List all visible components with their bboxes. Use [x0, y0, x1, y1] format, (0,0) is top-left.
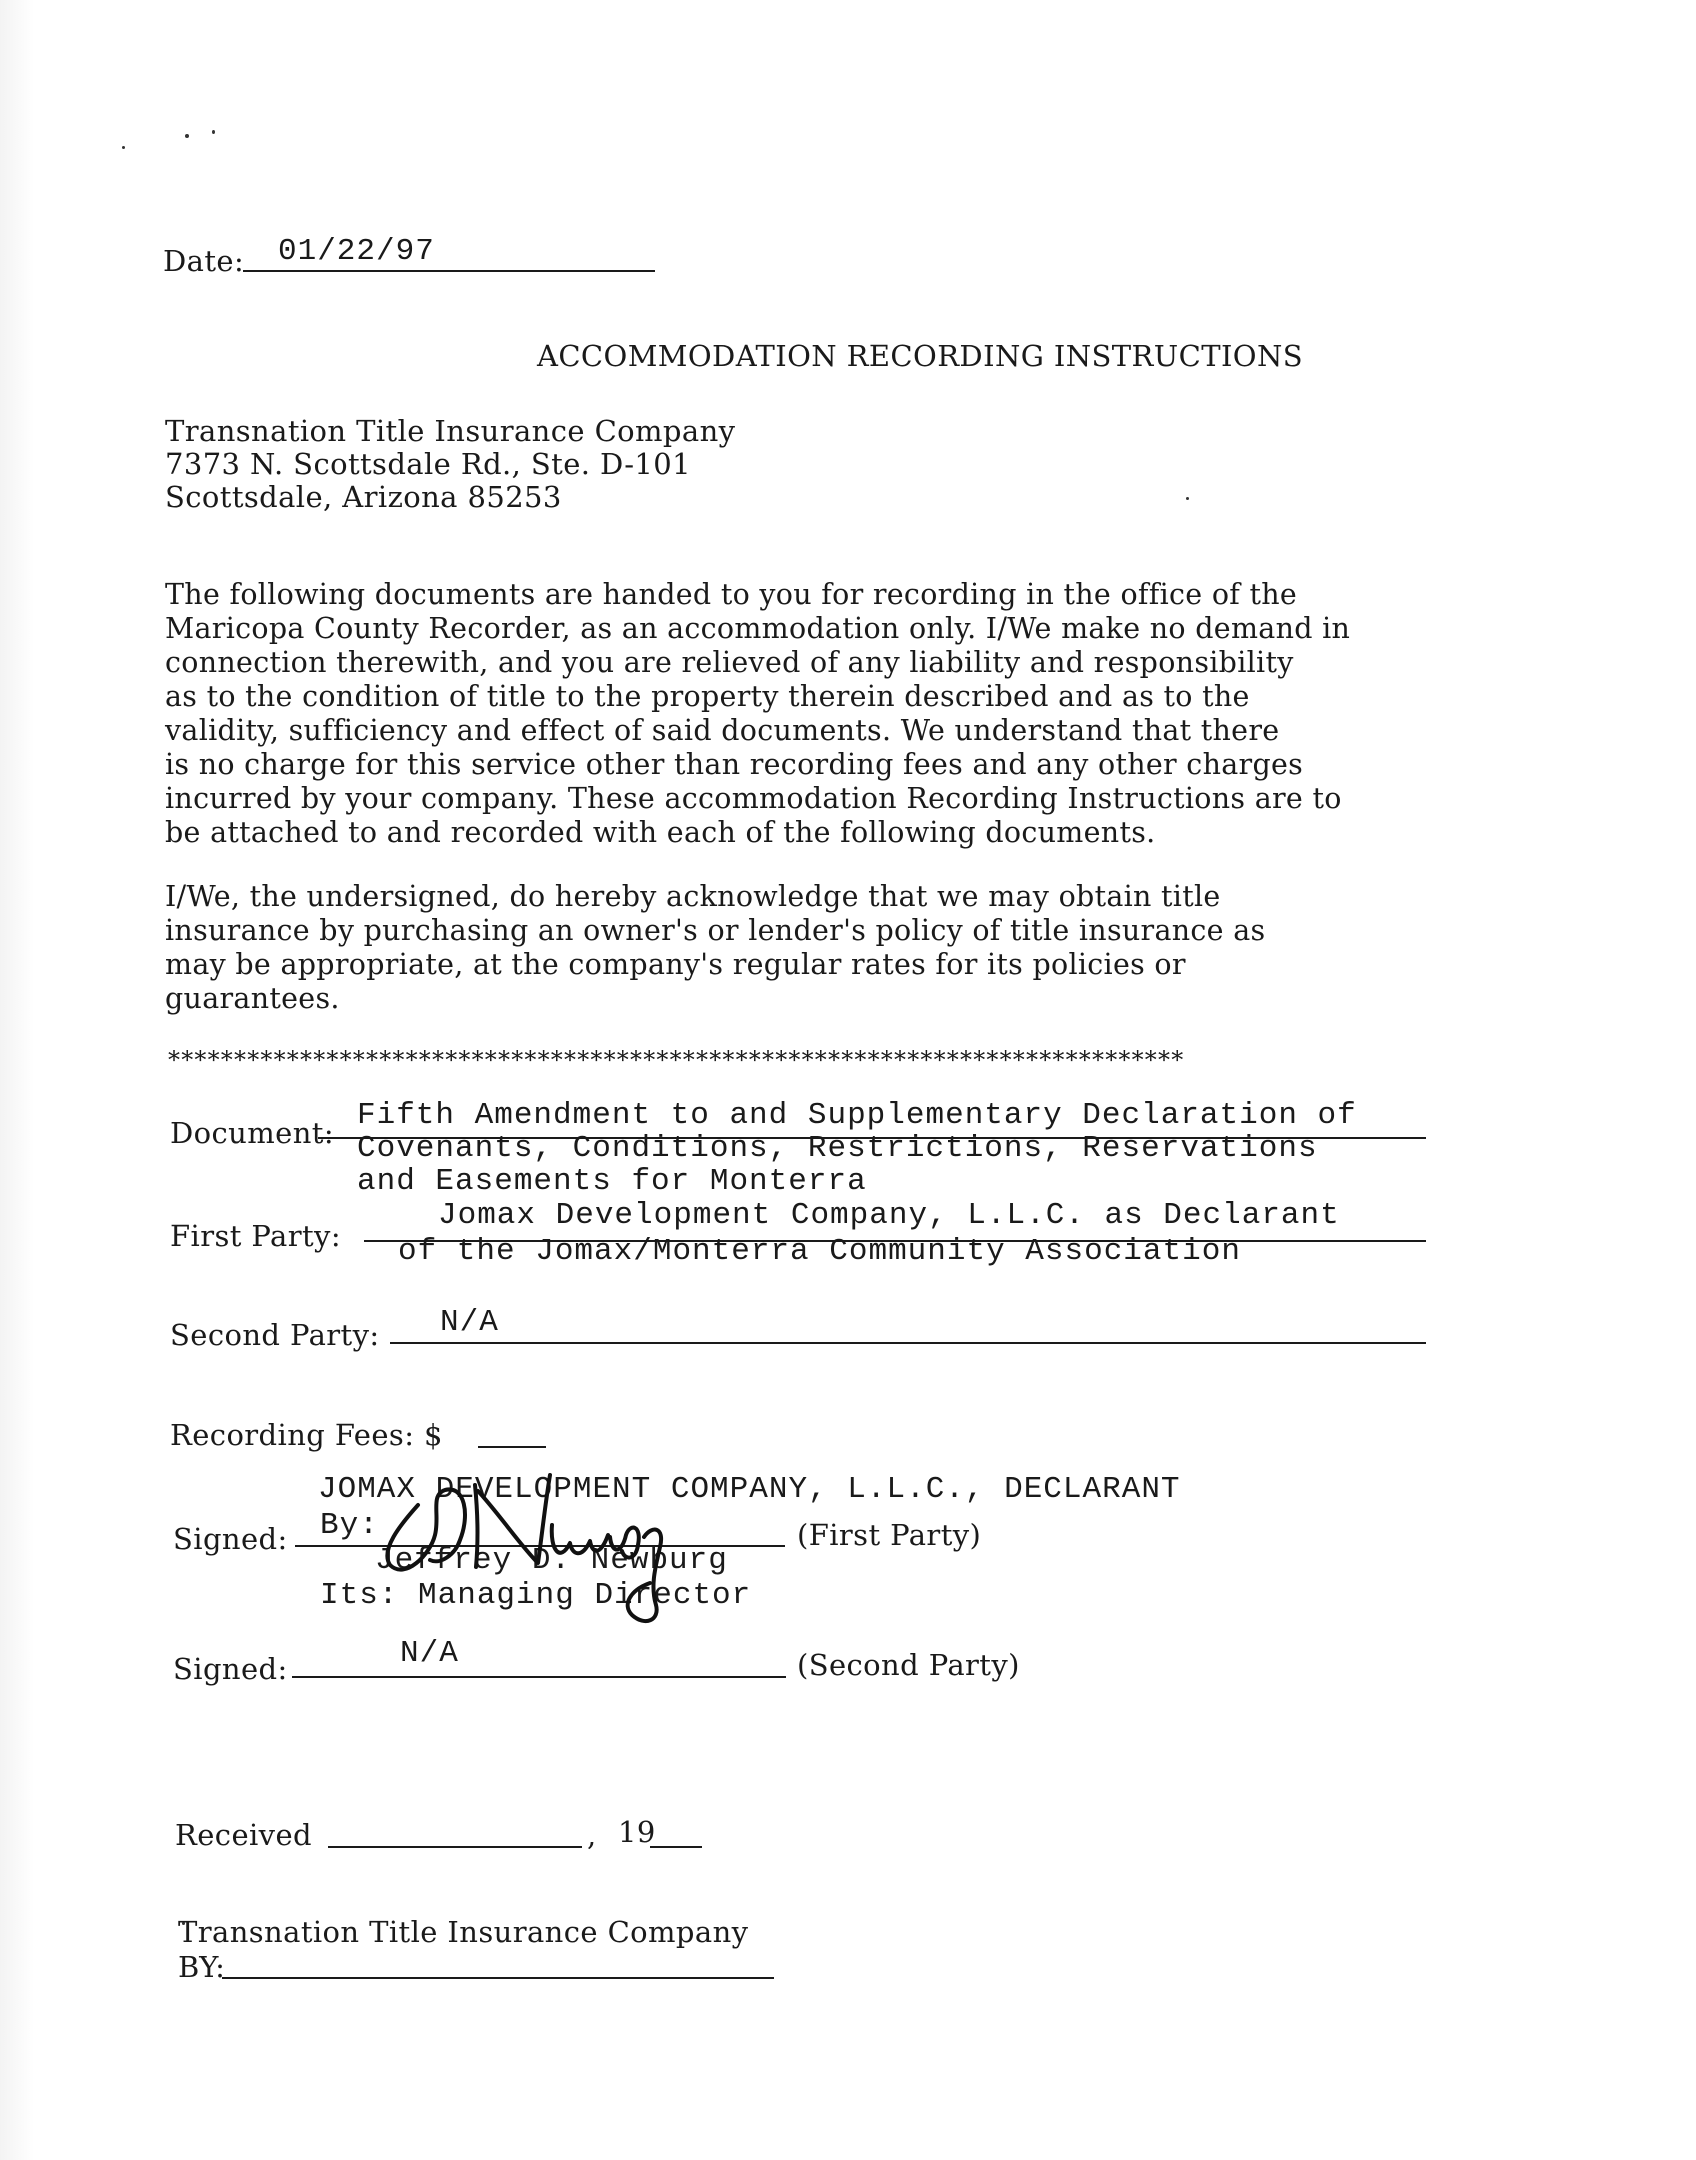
scan-speck: [122, 146, 125, 149]
signed-first-by: By:: [320, 1508, 379, 1543]
paragraph-line: is no charge for this service other than recording fees and any other charges: [165, 748, 1304, 781]
signatory-name: Jeffrey D. Newburg: [375, 1543, 728, 1578]
paragraph-line: connection therewith, and you are relieved of any liability and responsibility: [165, 646, 1294, 679]
document-line-1: Fifth Amendment to and Supplementary Declaration of: [357, 1098, 1357, 1133]
first-party-line-1: Jomax Development Company, L.L.C. as Declarant: [438, 1198, 1340, 1233]
document-label: Document:: [170, 1116, 334, 1150]
acknowledgement-paragraph: [165, 880, 1505, 1016]
second-party-underline: [390, 1342, 1426, 1344]
signatory-company: JOMAX DEVELOPMENT COMPANY, L.L.C., DECLARANT: [318, 1472, 1181, 1507]
second-party-value: N/A: [440, 1305, 499, 1340]
first-party-label: First Party:: [170, 1219, 341, 1253]
signed-second-value: N/A: [400, 1636, 459, 1671]
signed-first-party: (First Party): [797, 1518, 982, 1552]
footer-company: Transnation Title Insurance Company: [178, 1915, 749, 1949]
liability-paragraph: [165, 578, 1505, 850]
handwritten-signature: [360, 1455, 700, 1630]
date-underline: [243, 270, 655, 272]
received-year-underline: [650, 1846, 702, 1848]
scan-edge-shadow: [0, 0, 34, 2160]
scan-speck: [212, 130, 215, 134]
recording-fees-underline: [478, 1446, 546, 1448]
paragraph-line: insurance by purchasing an owner's or lender's policy of title insurance as: [165, 914, 1266, 947]
paragraph-line: Maricopa County Recorder, as an accommodation only. I/We make no demand in: [165, 612, 1351, 645]
received-year-prefix: 19: [618, 1815, 656, 1849]
paragraph-line: as to the condition of title to the property therein described and as to the: [165, 680, 1250, 713]
signed-second-label: Signed:: [173, 1652, 288, 1686]
scan-speck: [1186, 497, 1189, 500]
document-line-3: and Easements for Monterra: [357, 1164, 867, 1199]
page-title: ACCOMMODATION RECORDING INSTRUCTIONS: [537, 339, 1304, 373]
paragraph-line: The following documents are handed to you for recording in the office of the: [165, 578, 1298, 611]
paragraph-line: validity, sufficiency and effect of said documents. We understand that there: [165, 714, 1280, 747]
paragraph-line: be attached to and recorded with each of the following documents.: [165, 816, 1156, 849]
footer-by-underline: [222, 1977, 774, 1979]
document-line-2: Covenants, Conditions, Restrictions, Reservations: [357, 1131, 1318, 1166]
signed-second-underline: [292, 1676, 786, 1678]
paragraph-line: I/We, the undersigned, do hereby acknowledge that we may obtain title: [165, 880, 1221, 913]
date-label: Date:: [163, 244, 245, 278]
signed-first-label: Signed:: [173, 1522, 288, 1556]
signatory-title: Its: Managing Director: [320, 1578, 752, 1613]
received-label: Received: [175, 1818, 312, 1852]
paragraph-line: may be appropriate, at the company's regular rates for its policies or: [165, 948, 1186, 981]
recording-fees-label: Recording Fees: $: [170, 1418, 443, 1452]
second-party-label: Second Party:: [170, 1318, 380, 1352]
company-address-line2: Scottsdale, Arizona 85253: [165, 480, 562, 514]
signed-second-party: (Second Party): [797, 1648, 1020, 1682]
company-name: Transnation Title Insurance Company: [165, 414, 736, 448]
scan-speck: [185, 134, 189, 138]
received-comma: ,: [587, 1818, 597, 1852]
asterisk-separator: *****************************************************************************: [168, 1046, 1185, 1074]
paragraph-line: guarantees.: [165, 982, 340, 1015]
company-address-line1: 7373 N. Scottsdale Rd., Ste. D-101: [165, 447, 691, 481]
date-value: 01/22/97: [278, 234, 435, 269]
first-party-line-2: of the Jomax/Monterra Community Association: [398, 1234, 1241, 1269]
paragraph-line: incurred by your company. These accommodation Recording Instructions are to: [165, 782, 1342, 815]
footer-by-label: BY:: [178, 1950, 226, 1984]
received-date-underline: [328, 1846, 582, 1848]
